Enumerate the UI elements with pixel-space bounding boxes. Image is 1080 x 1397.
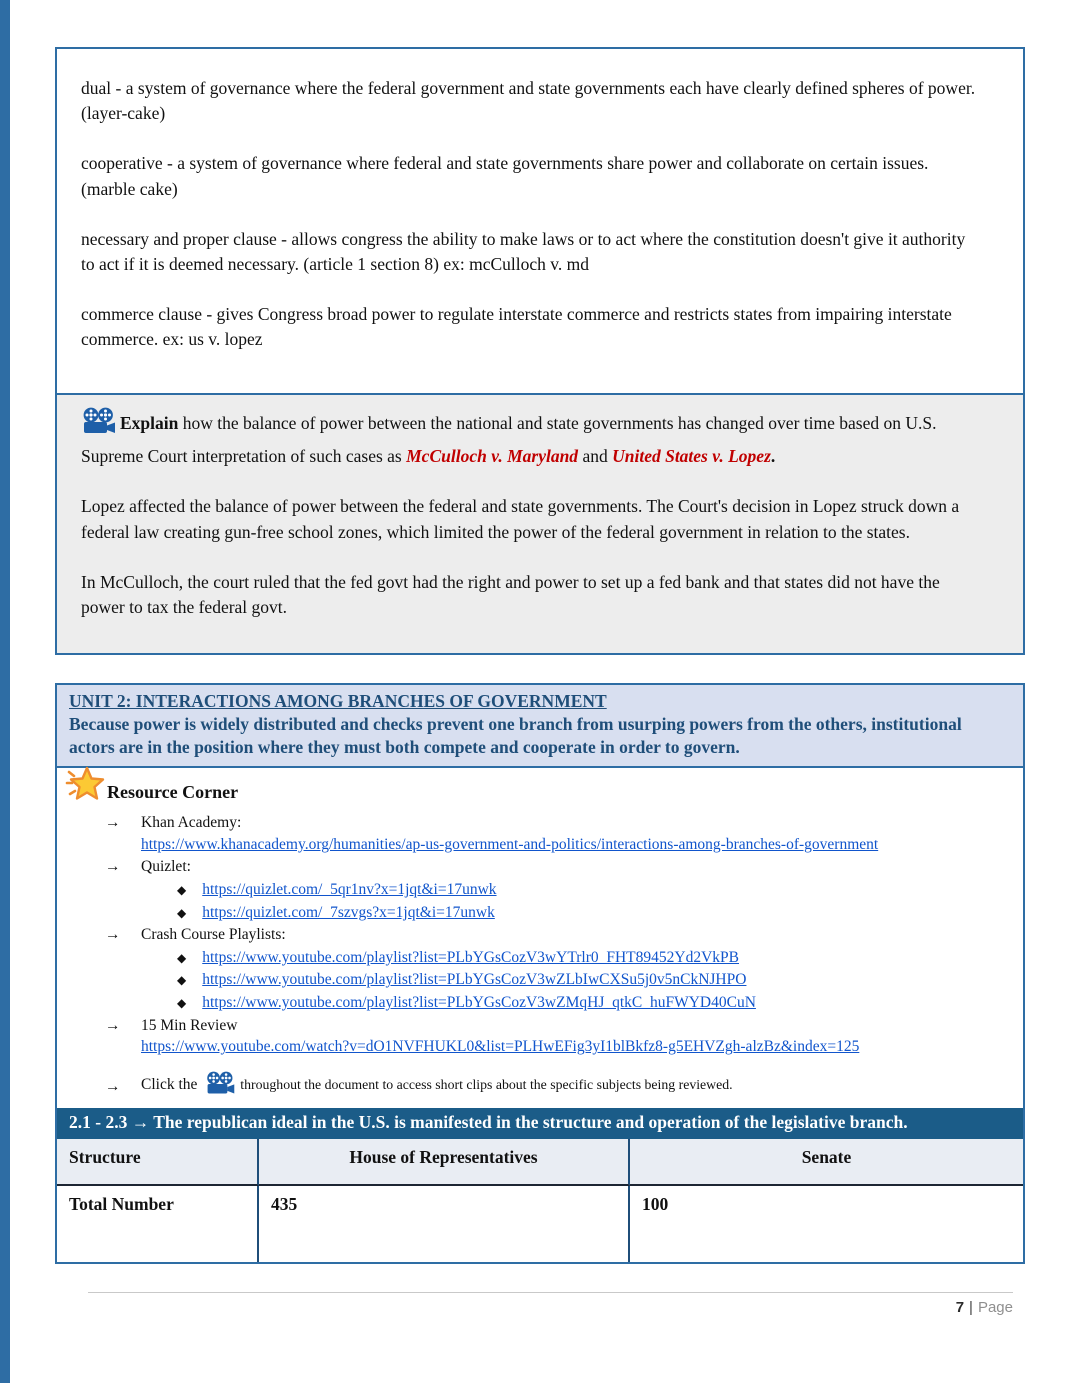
resource-item-crash-course (105, 925, 1009, 946)
definition-necessary-proper-clause: necessary and proper clause - allows congress the ability to make laws or to act where the constitution doesn't give it authority to act if it is deemed necessary. (article 1 section 8) ex: mcCulloch v. md (81, 228, 966, 274)
arrow-bullet-icon: → (105, 1016, 121, 1034)
explain-section (57, 393, 1023, 653)
resource-item-quizlet (105, 857, 1009, 878)
arrow-bullet-icon: → (105, 814, 121, 832)
crash-course-link-row (177, 948, 1009, 969)
crash-course-link-1[interactable]: https://www.youtube.com/playlist?list=PLbYGsCozV3wYTrlr0_FHT89452Yd2VkPB (202, 948, 739, 966)
resource-corner (57, 768, 1023, 1107)
table-header-senate: Senate (630, 1139, 1023, 1186)
diamond-bullet-icon: ◆ (177, 996, 187, 1011)
resource-corner-label: Resource Corner (107, 781, 239, 802)
explain-period: . (770, 446, 776, 467)
review-link-row (141, 1037, 1009, 1058)
crash-course-link-2[interactable]: https://www.youtube.com/playlist?list=PLbYGsCozV3wZLbIwCXSu5j0v5nCkNJHPO (202, 971, 747, 989)
diamond-bullet-icon: ◆ (177, 883, 187, 898)
definition-cooperative: cooperative - a system of governance where federal and state governments share power and collaborate on certain issues. (marble cake) (81, 153, 929, 199)
click-note (105, 1071, 1009, 1104)
definition-dual: dual - a system of governance where the federal government and state governments each have clearly defined spheres of power. (layer-cake) (81, 78, 976, 124)
sparkle-star-icon (65, 764, 107, 811)
table-cell-senate-total: 100 (630, 1186, 1023, 1262)
click-note-text (141, 1071, 733, 1104)
diamond-bullet-icon: ◆ (177, 973, 187, 988)
crash-course-label: Crash Course Playlists: (141, 926, 286, 944)
section-2-1-banner: 2.1 - 2.3 → The republican ideal in the U.S. is manifested in the structure and operation of the legislative branch. (57, 1108, 1023, 1140)
arrow-bullet-icon: → (105, 1077, 121, 1095)
unit2-subtitle: Because power is widely distributed and checks prevent one branch from usurping powers from the others, institutional actors are in the position where they must both compete and cooperate in order to govern. (69, 713, 962, 757)
table-header-structure: Structure (57, 1139, 259, 1186)
page-footer (88, 1299, 1013, 1316)
page-number-separator: | (969, 1299, 973, 1316)
quizlet-link-1[interactable]: https://quizlet.com/_5qr1nv?x=1jqt&i=17unwk (202, 881, 497, 899)
khan-academy-link[interactable]: https://www.khanacademy.org/humanities/ap-us-government-and-politics/interactions-among-branches-of-government (141, 835, 879, 853)
khan-academy-link-row (141, 835, 1009, 856)
definition-commerce-clause: commerce clause - gives Congress broad power to regulate interstate commerce and restricts states from impairing interstate commerce. ex: us v. lopez (81, 304, 952, 350)
explain-prompt (81, 407, 983, 469)
quizlet-link-row (177, 880, 1009, 901)
left-accent-bar (0, 0, 10, 1383)
footer-divider (88, 1292, 1013, 1293)
click-note-suffix: throughout the document to access short clips about the specific subjects being reviewed. (240, 1076, 733, 1092)
crash-course-link-row (177, 970, 1009, 991)
definitions-section (57, 49, 1023, 393)
diamond-bullet-icon: ◆ (177, 950, 187, 965)
explain-body: how the balance of power between the national and state governments has changed over time based on U.S. Supreme Court interpretation of such cases as (81, 413, 937, 467)
case-mcculloch: McCulloch v. Maryland (406, 446, 579, 467)
khan-academy-label: Khan Academy: (141, 814, 242, 832)
review-link[interactable]: https://www.youtube.com/watch?v=dO1NVFHUKL0&list=PLHwEFig3yI1blBkfz8-g5EHVZgh-alzBz&index=125 (141, 1038, 860, 1056)
arrow-bullet-icon: → (105, 858, 121, 876)
unit2-title: UNIT 2: INTERACTIONS AMONG BRANCHES OF GOVERNMENT (69, 691, 607, 711)
resource-item-khan (105, 813, 1009, 834)
answer-lopez: Lopez affected the balance of power between the federal and state governments. The Court's decision in Lopez struck down a federal law creating gun-free school zones, which limited the power of the federal government in relation to the states. (81, 496, 960, 542)
crash-course-link-3[interactable]: https://www.youtube.com/playlist?list=PLbYGsCozV3wZMqHJ_qtkC_huFWYD40CuN (202, 994, 756, 1012)
movie-camera-icon (205, 1071, 236, 1104)
diamond-bullet-icon: ◆ (177, 905, 187, 920)
table-cell-house-total: 435 (259, 1186, 630, 1262)
unit2-header (57, 685, 1023, 768)
table-header-house: House of Representatives (259, 1139, 630, 1186)
quizlet-link-2[interactable]: https://quizlet.com/_7szvgs?x=1jqt&i=17unwk (202, 903, 495, 921)
answer-mcculloch: In McCulloch, the court ruled that the fed govt had the right and power to set up a fed bank and that states did not have the power to tax the federal govt. (81, 571, 940, 617)
resource-item-15-min-review (105, 1016, 1009, 1037)
unit2-box (55, 683, 1025, 1264)
federalism-notes-box (55, 47, 1025, 655)
crash-course-link-row (177, 993, 1009, 1014)
review-label: 15 Min Review (141, 1016, 238, 1034)
quizlet-label: Quizlet: (141, 858, 191, 876)
page-label: Page (977, 1299, 1013, 1316)
case-lopez: United States v. Lopez (612, 446, 771, 467)
click-note-prefix: Click the (141, 1075, 198, 1093)
arrow-bullet-icon: → (105, 926, 121, 944)
congress-structure-table (57, 1139, 1023, 1262)
explain-keyword: Explain (120, 413, 179, 433)
page-number: 7 (955, 1299, 965, 1316)
table-row-label-total-number: Total Number (57, 1186, 259, 1262)
movie-camera-icon (81, 407, 117, 444)
explain-connector: and (578, 446, 613, 467)
resource-corner-heading (67, 774, 1009, 811)
quizlet-link-row (177, 903, 1009, 924)
